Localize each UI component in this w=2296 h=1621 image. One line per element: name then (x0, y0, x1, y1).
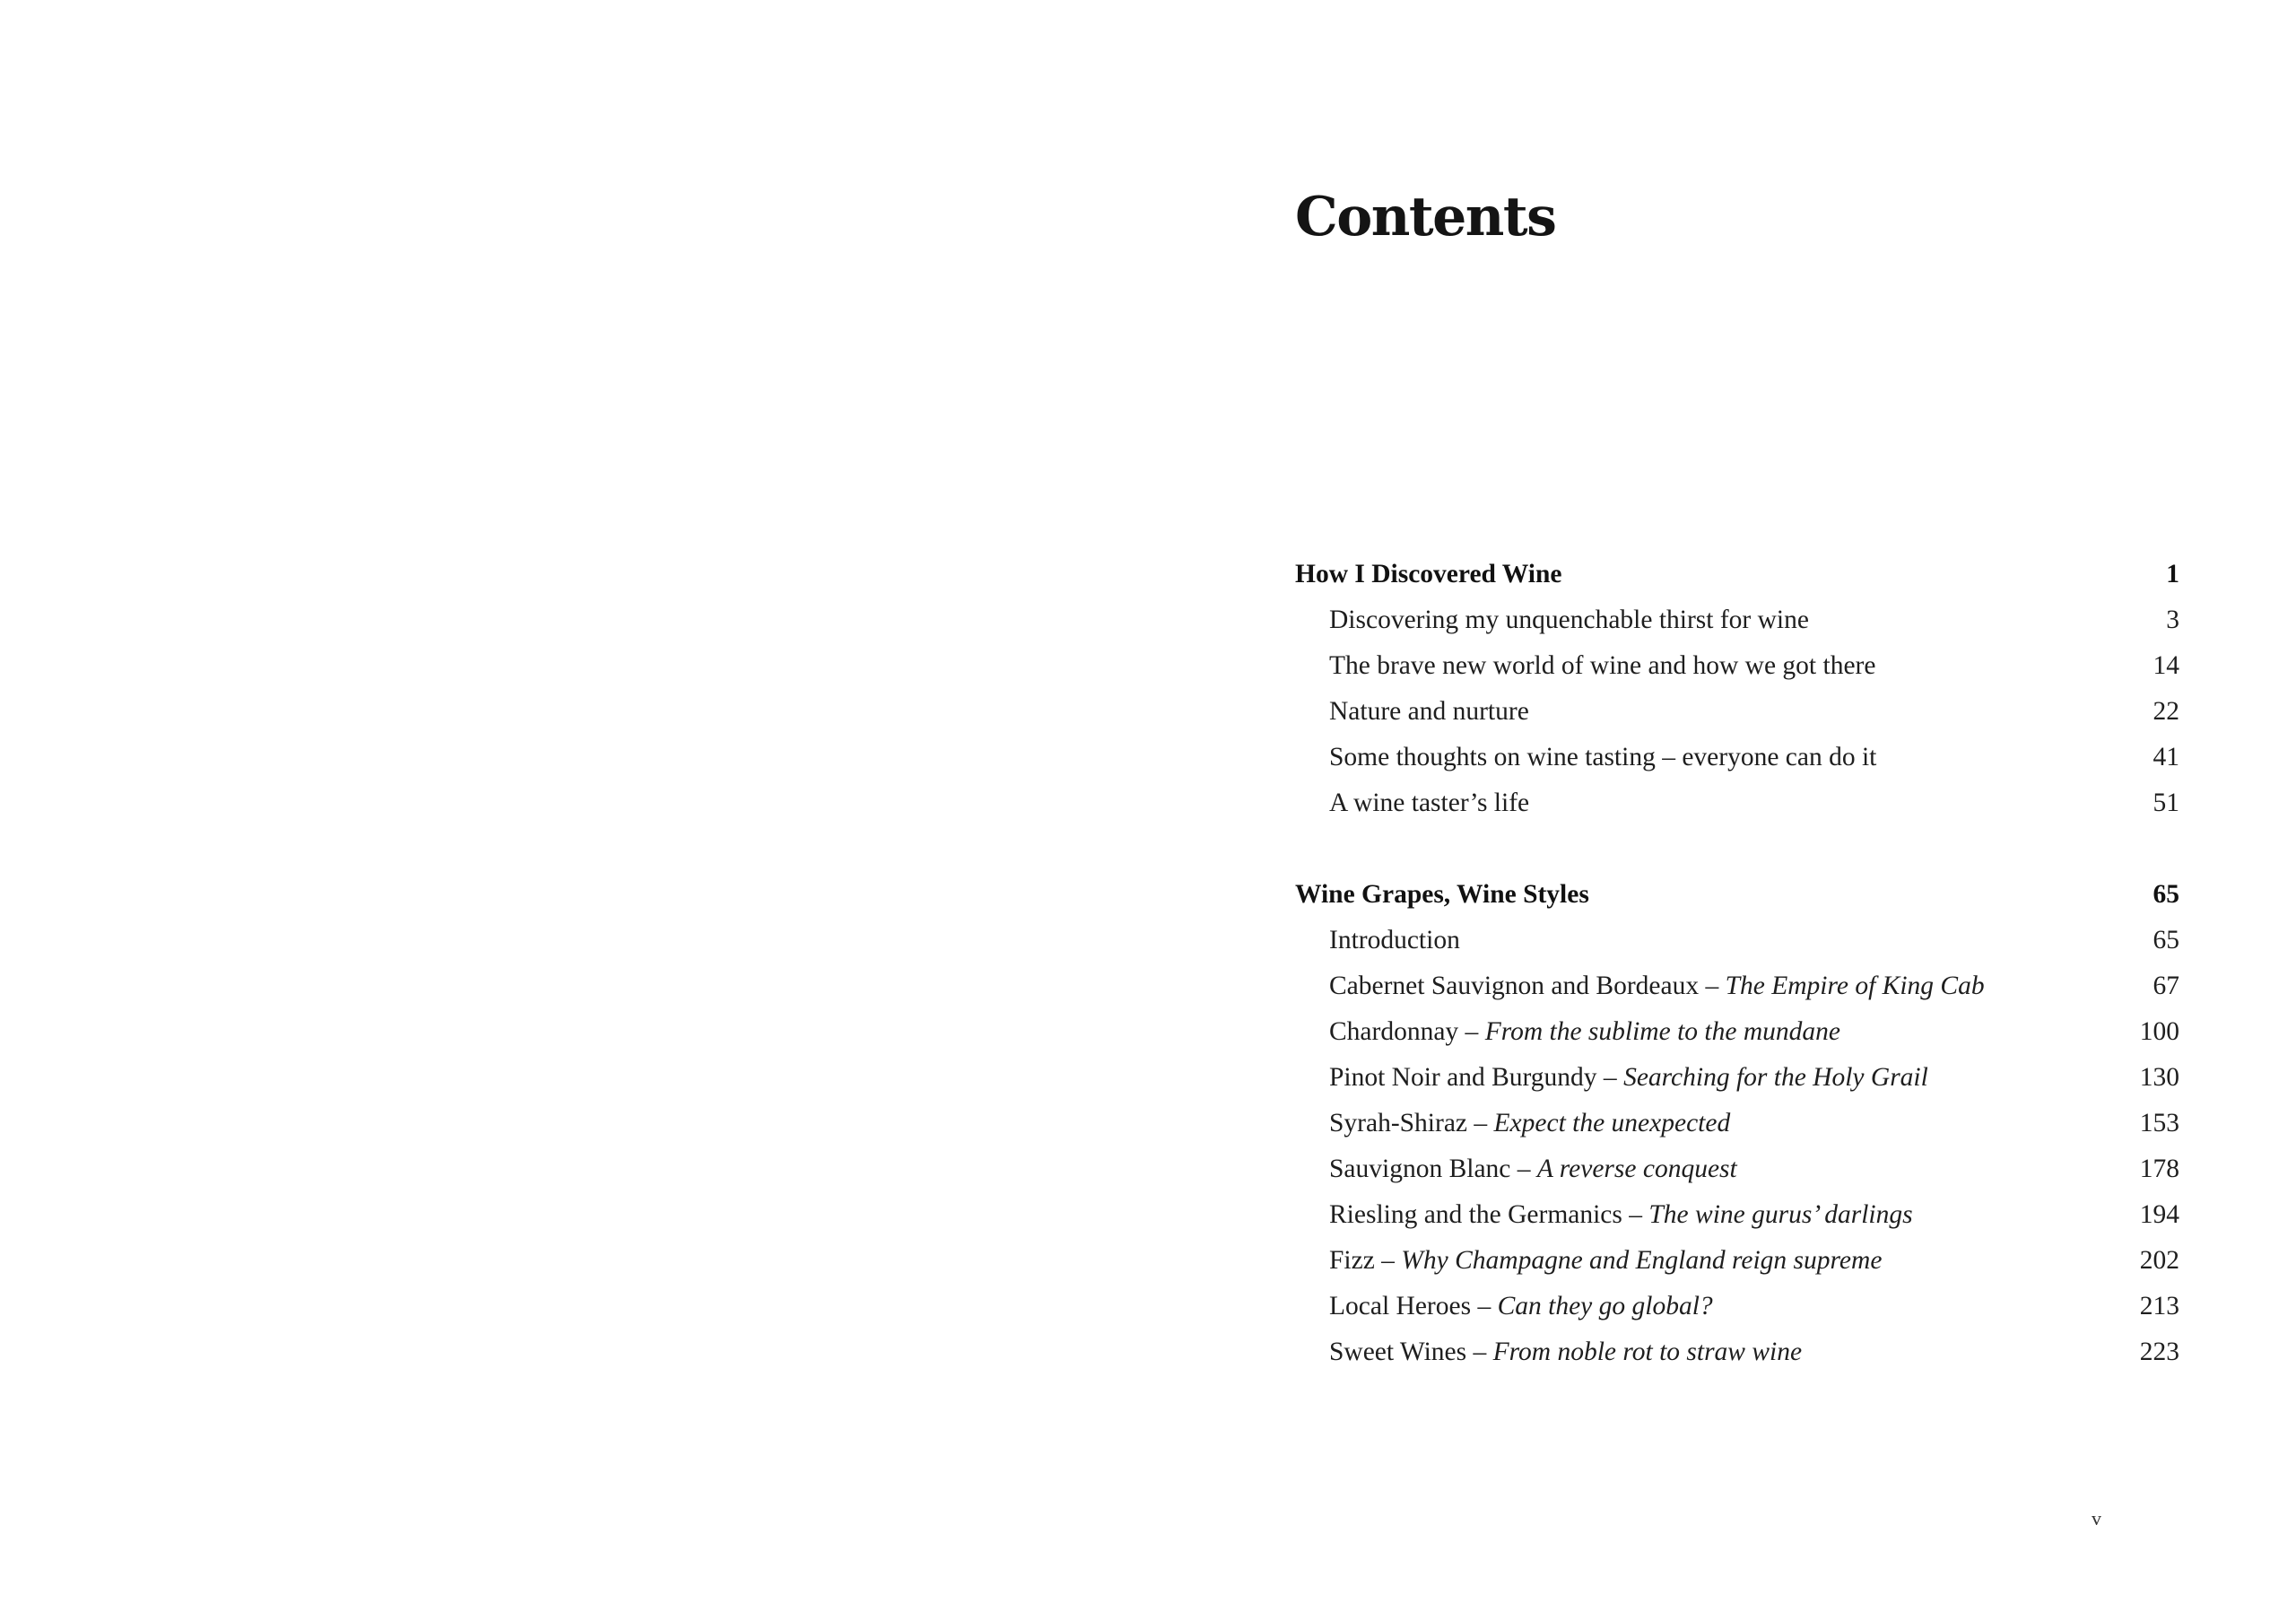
entry-page-number: 65 (2152, 926, 2179, 954)
toc-section (1295, 552, 2179, 826)
toc-entry[interactable] (1295, 780, 2179, 826)
entry-title: Some thoughts on wine tasting – everyone can do it (1329, 743, 1877, 771)
toc-entry[interactable] (1295, 735, 2179, 780)
entry-page-number: 3 (2166, 606, 2179, 634)
entry-title: Pinot Noir and Burgundy – (1329, 1063, 1624, 1092)
folio-page-number: v (2092, 1507, 2101, 1529)
entry-subtitle: A reverse conquest (1536, 1155, 1737, 1183)
section-page-number: 1 (2166, 560, 2179, 588)
toc-entry[interactable] (1295, 1101, 2179, 1146)
entry-subtitle: Can they go global? (1497, 1292, 1713, 1320)
entry-title: Introduction (1329, 926, 1460, 954)
toc-entry[interactable] (1295, 963, 2179, 1009)
entry-subtitle: The Empire of King Cab (1725, 972, 1985, 1000)
page-title: Contents (1295, 186, 1556, 248)
entry-title: Riesling and the Germanics – (1329, 1200, 1649, 1229)
entry-page-number: 213 (2139, 1292, 2179, 1320)
toc-entry[interactable] (1295, 1192, 2179, 1238)
toc-section (1295, 872, 2179, 1375)
entry-page-number: 22 (2152, 697, 2179, 726)
toc-section-heading[interactable] (1295, 872, 2179, 918)
entry-page-number: 194 (2139, 1200, 2179, 1229)
entry-title: Chardonnay – (1329, 1017, 1485, 1046)
toc-entry[interactable] (1295, 1055, 2179, 1101)
toc-entry[interactable] (1295, 1146, 2179, 1192)
entry-title: The brave new world of wine and how we got there (1329, 651, 1876, 680)
entry-page-number: 202 (2139, 1246, 2179, 1275)
entry-subtitle: From noble rot to straw wine (1492, 1338, 1803, 1366)
entry-title: Cabernet Sauvignon and Bordeaux – (1329, 972, 1726, 1000)
entry-page-number: 130 (2139, 1063, 2179, 1092)
entry-title: Sauvignon Blanc – (1329, 1155, 1537, 1183)
entry-title: Syrah-Shiraz – (1329, 1109, 1494, 1137)
toc-entry[interactable] (1295, 918, 2179, 963)
entry-page-number: 223 (2139, 1338, 2179, 1366)
entry-page-number: 100 (2139, 1017, 2179, 1046)
section-page-number: 65 (2152, 880, 2179, 909)
entry-subtitle: The wine gurus’ darlings (1648, 1200, 1913, 1229)
entry-page-number: 41 (2152, 743, 2179, 771)
entry-title: Fizz – (1329, 1246, 1402, 1275)
toc-entry[interactable] (1295, 643, 2179, 689)
entry-title: Local Heroes – (1329, 1292, 1498, 1320)
entry-title: Nature and nurture (1329, 697, 1529, 726)
entry-title: Discovering my unquenchable thirst for wine (1329, 606, 1809, 634)
section-heading-text: How I Discovered Wine (1295, 560, 1562, 588)
entry-page-number: 67 (2152, 972, 2179, 1000)
toc-entry[interactable] (1295, 597, 2179, 643)
entry-subtitle: Expect the unexpected (1493, 1109, 1731, 1137)
entry-title: Sweet Wines – (1329, 1338, 1493, 1366)
toc-entry[interactable] (1295, 689, 2179, 735)
toc-entry[interactable] (1295, 1009, 2179, 1055)
entry-subtitle: From the sublime to the mundane (1484, 1017, 1840, 1046)
entry-page-number: 153 (2139, 1109, 2179, 1137)
entry-subtitle: Searching for the Holy Grail (1623, 1063, 1928, 1092)
toc-entry[interactable] (1295, 1284, 2179, 1329)
entry-title: A wine taster’s life (1329, 789, 1530, 817)
entry-subtitle: Why Champagne and England reign supreme (1401, 1246, 1883, 1275)
toc-section-heading[interactable] (1295, 552, 2179, 597)
section-heading-text: Wine Grapes, Wine Styles (1295, 880, 1589, 909)
entry-page-number: 178 (2139, 1155, 2179, 1183)
table-of-contents (1295, 552, 2179, 1375)
entry-page-number: 51 (2152, 789, 2179, 817)
entry-page-number: 14 (2152, 651, 2179, 680)
toc-entry[interactable] (1295, 1238, 2179, 1284)
toc-entry[interactable] (1295, 1329, 2179, 1375)
